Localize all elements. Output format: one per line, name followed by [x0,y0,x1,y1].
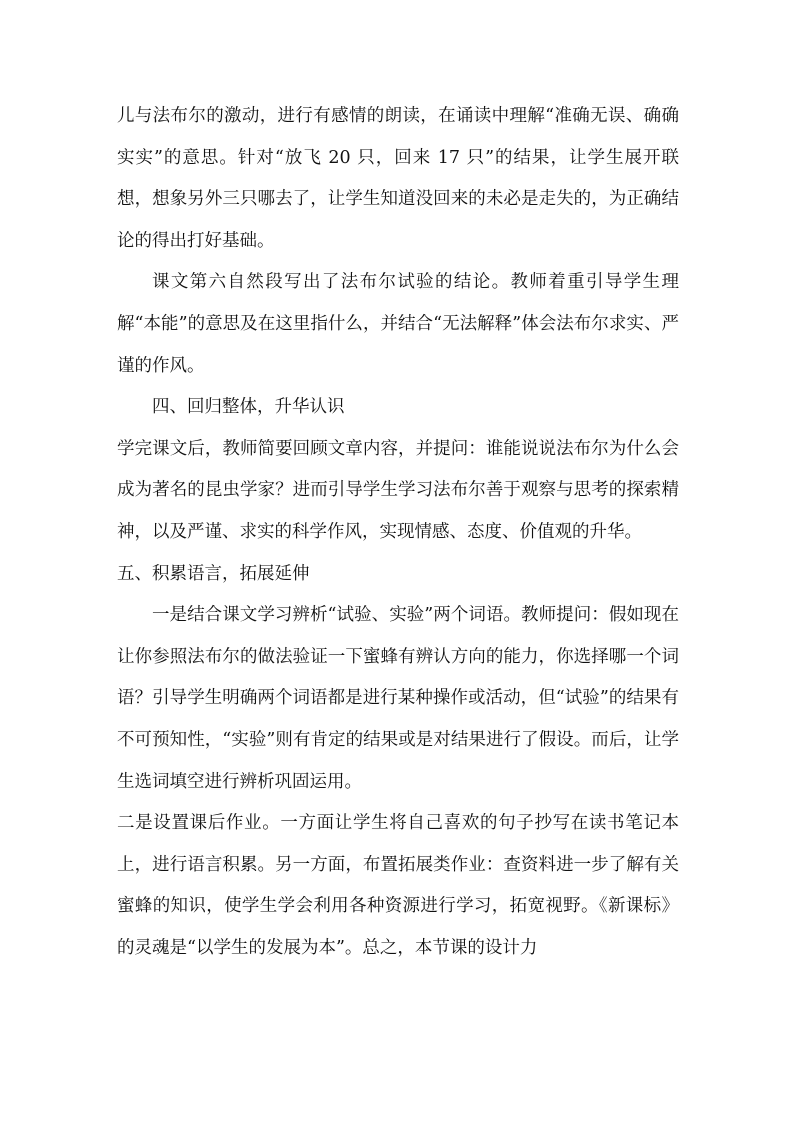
paragraph-4: 一是结合课文学习辨析“试验、实验”两个词语。教师提问：假如现在让你参照法布尔的做法验证一下蜜蜂有辨认方向的能力，你选择哪一个词语？引导学生明确两个词语都是进行某种操作或活动，但“试验”的结果有不可预知性，“实验”则有肯定的结果或是对结果进行了假设。而后，让学生选词填空进行辨析巩固运用。 [117,605,679,792]
paragraph-5: 二是设置课后作业。一方面让学生将自己喜欢的句子抄写在读书笔记本上，进行语言积累。另一方面，布置拓展类作业：查资料进一步了解有关蜜蜂的知识，使学生学会利用各种资源进行学习，拓宽视野。《新课标》的灵魂是“以学生的发展为本”。总之，本节课的设计力 [117,813,679,958]
paragraph-3: 学完课文后，教师简要回顾文章内容，并提问：谁能说说法布尔为什么会成为著名的昆虫学家？进而引导学生学习法布尔善于观察与思考的探索精神，以及严谨、求实的科学作风，实现情感、态度、价值观的升华。 [117,438,679,542]
paragraph-2: 课文第六自然段写出了法布尔试验的结论。教师着重引导学生理解“本能”的意思及在这里指什么，并结合“无法解释”体会法布尔求实、严谨的作风。 [117,272,679,376]
paragraph-1: 儿与法布尔的激动，进行有感情的朗读，在诵读中理解“准确无误、确确实实”的意思。针对“放飞 20 只，回来 17 只”的结果，让学生展开联想，想象另外三只哪去了，让学生知道没回来的未必是走失的，为正确结论的得出打好基础。 [117,106,679,251]
document-body [117,96,679,969]
section-heading-5: 五、积累语言，拓展延伸 [117,563,310,584]
section-heading-4: 四、回归整体，升华认识 [152,397,345,418]
